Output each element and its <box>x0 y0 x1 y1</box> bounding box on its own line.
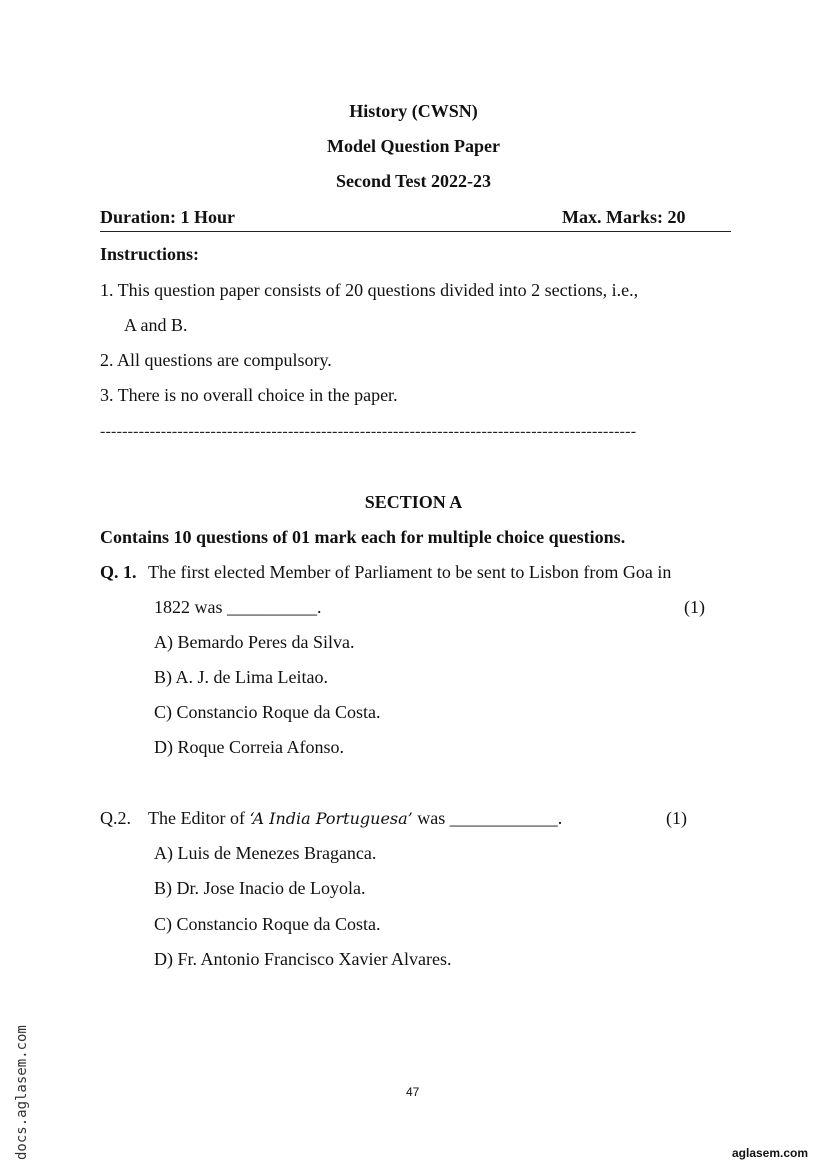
question-1-option-a: A) Bemardo Peres da Silva. <box>154 632 355 652</box>
question-1-option-d: D) Roque Correia Afonso. <box>154 737 344 757</box>
question-2-text <box>148 808 562 829</box>
question-2-option-a: A) Luis de Menezes Braganca. <box>154 843 377 863</box>
question-2-text-before: The Editor of <box>148 808 245 828</box>
side-watermark: docs.aglasem.com <box>14 1025 30 1160</box>
brand-watermark: aglasem.com <box>732 1146 809 1160</box>
question-1-text-line2: 1822 was __________. <box>154 597 322 617</box>
section-a-title: SECTION A <box>364 492 463 512</box>
instruction-1-line1: 1. This question paper consists of 20 questions divided into 2 sections, i.e., <box>100 280 639 300</box>
subject-title: History (CWSN) <box>349 101 478 121</box>
paper-type: Model Question Paper <box>327 136 500 156</box>
question-1-option-c: C) Constancio Roque da Costa. <box>154 702 381 722</box>
instruction-3: 3. There is no overall choice in the paper. <box>100 385 398 405</box>
question-2-option-d: D) Fr. Antonio Francisco Xavier Alvares. <box>154 949 452 969</box>
section-a-description: Contains 10 questions of 01 mark each for multiple choice questions. <box>100 527 626 547</box>
question-1-text-line1: The first elected Member of Parliament to be sent to Lisbon from Goa in <box>148 562 672 582</box>
question-2-number: Q.2. <box>100 808 131 828</box>
test-name: Second Test 2022-23 <box>335 171 492 191</box>
question-1-number: Q. 1. <box>100 562 137 582</box>
question-1-option-b: B) A. J. de Lima Leitao. <box>154 667 328 687</box>
question-1-marks: (1) <box>684 597 705 617</box>
instruction-1-line2: A and B. <box>124 315 188 335</box>
max-marks: Max. Marks: 20 <box>562 207 686 227</box>
question-2-option-c: C) Constancio Roque da Costa. <box>154 914 381 934</box>
question-2-text-after: was ____________. <box>417 808 563 828</box>
question-2-option-b: B) Dr. Jose Inacio de Loyola. <box>154 878 366 898</box>
page-number: 47 <box>406 1085 420 1099</box>
header-divider <box>100 231 731 232</box>
instructions-title: Instructions: <box>100 244 200 264</box>
instruction-2: 2. All questions are compulsory. <box>100 350 332 370</box>
question-2-marks: (1) <box>666 808 687 828</box>
question-2-newspaper-title: ‘A India Portuguesa’ <box>249 809 413 828</box>
duration: Duration: 1 Hour <box>100 207 235 227</box>
dashed-separator: ------------------------------------------------------------------------------------------------- <box>100 423 637 440</box>
